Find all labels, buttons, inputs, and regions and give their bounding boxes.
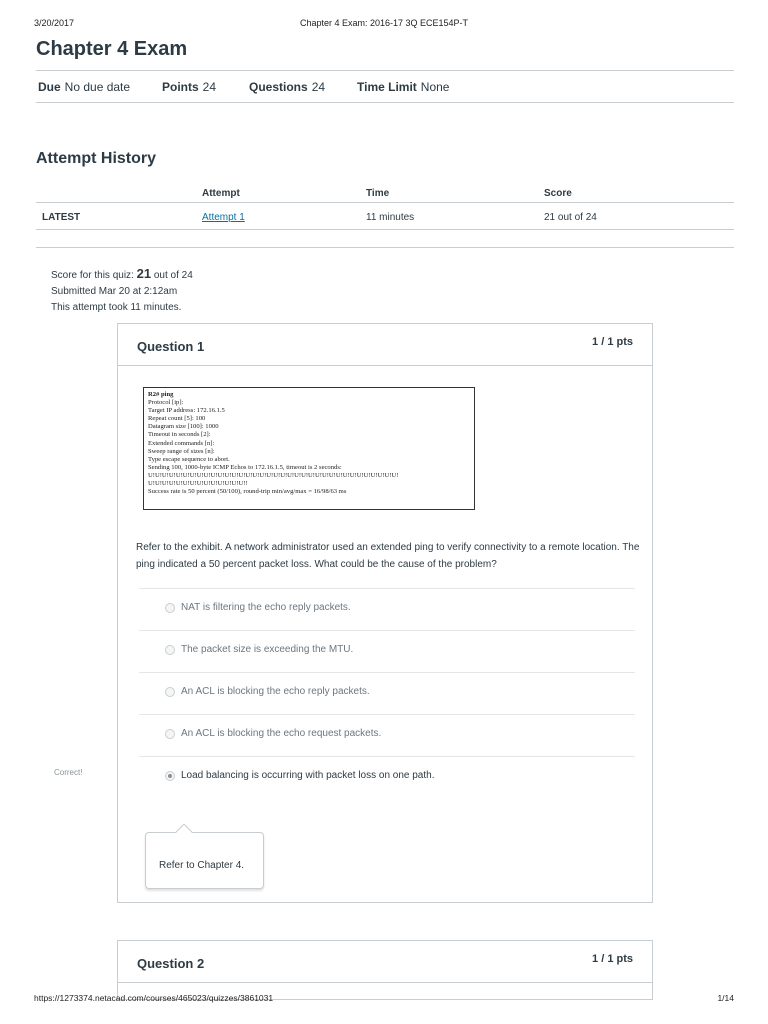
attempt-link[interactable]: Attempt 1 xyxy=(202,212,245,223)
questions-detail xyxy=(249,80,325,94)
attempt-history-header xyxy=(36,182,734,203)
exhibit-line: U!U!U!U!U!U!U!U!U!U!U!U!U!U!U!U!U!U!U!U!U!U!U!U!U!U!U!U!U!U!U!U!U!U!U!U! xyxy=(148,471,399,479)
print-title: Chapter 4 Exam: 2016-17 3Q ECE154P-T xyxy=(299,18,469,28)
column-header-attempt: Attempt xyxy=(202,188,240,199)
questions-label: Questions xyxy=(249,80,308,94)
due-value: No due date xyxy=(64,80,131,94)
attempt-score: 21 out of 24 xyxy=(544,212,597,223)
exhibit-line: Protocol [ip]: xyxy=(148,399,184,407)
answer-text: Load balancing is occurring with packet loss on one path. xyxy=(181,770,435,781)
time-limit-value: None xyxy=(420,80,450,94)
question-1 xyxy=(117,323,653,903)
exhibit-line: U!U!U!U!U!U!U!U!U!U!U!U!U!U!! xyxy=(148,480,248,488)
exhibit-image xyxy=(143,387,475,510)
answer-radio-selected[interactable] xyxy=(165,771,175,781)
exhibit-line: Repeat count [5]: 100 xyxy=(148,415,206,423)
correct-answer-label: Correct! xyxy=(54,768,83,777)
answer-option[interactable] xyxy=(139,714,635,756)
answer-option-selected[interactable] xyxy=(139,756,635,798)
question-points: 1 / 1 pts xyxy=(592,953,633,965)
column-header-score: Score xyxy=(544,188,572,199)
submitted-line: Submitted Mar 20 at 2:12am xyxy=(51,286,178,297)
answer-option[interactable] xyxy=(139,588,635,630)
score-prefix: Score for this quiz: xyxy=(51,270,134,281)
answer-radio[interactable] xyxy=(165,603,175,613)
exhibit-line: Success rate is 50 percent (50/100), round-trip min/avg/max = 16/98/63 ms xyxy=(148,488,347,496)
due-detail xyxy=(38,80,130,94)
exhibit-line: Extended commands [n]: xyxy=(148,439,215,447)
quiz-summary xyxy=(51,266,193,316)
quiz-score-line xyxy=(51,266,193,284)
quiz-details xyxy=(36,70,734,103)
exhibit-command: R2# ping xyxy=(148,391,174,398)
duration-line: This attempt took 11 minutes. xyxy=(51,302,182,313)
exhibit-line: Timeout in seconds [2]: xyxy=(148,431,211,439)
attempt-time: 11 minutes xyxy=(366,212,415,223)
print-page-number: 1/14 xyxy=(717,993,734,1003)
comment-pointer xyxy=(176,824,193,841)
score-value: 21 xyxy=(136,266,152,281)
answer-text: An ACL is blocking the echo request packets. xyxy=(181,728,382,739)
points-label: Points xyxy=(162,80,199,94)
answer-option[interactable] xyxy=(139,672,635,714)
question-header xyxy=(118,941,652,983)
page-title: Chapter 4 Exam xyxy=(36,38,188,60)
question-points: 1 / 1 pts xyxy=(592,336,633,348)
score-suffix: out of 24 xyxy=(153,270,193,281)
points-value: 24 xyxy=(202,80,217,94)
exhibit-line: Type escape sequence to abort. xyxy=(148,455,230,463)
question-title: Question 1 xyxy=(137,339,205,354)
column-header-time: Time xyxy=(366,188,390,199)
questions-value: 24 xyxy=(311,80,326,94)
question-title: Question 2 xyxy=(137,956,205,971)
divider xyxy=(36,247,734,248)
answer-text: NAT is filtering the echo reply packets. xyxy=(181,602,351,613)
answer-radio[interactable] xyxy=(165,687,175,697)
question-text: Refer to the exhibit. A network administrator used an extended ping to verify connectivity to a remote location. The ping indicated a 50 percent packet loss. What could be the cause of the problem? xyxy=(136,542,640,570)
exhibit-line: Sweep range of sizes [n]: xyxy=(148,447,215,455)
answer-option[interactable] xyxy=(139,630,635,672)
answer-text: An ACL is blocking the echo reply packets. xyxy=(181,686,370,697)
print-date: 3/20/2017 xyxy=(34,18,75,28)
answer-text: The packet size is exceeding the MTU. xyxy=(181,644,354,655)
comment-text: Refer to Chapter 4. xyxy=(159,860,245,871)
answer-comment xyxy=(145,832,264,889)
points-detail xyxy=(162,80,216,94)
attempt-history-table xyxy=(36,182,734,230)
due-label: Due xyxy=(38,80,61,94)
question-2 xyxy=(117,940,653,1000)
time-limit-label: Time Limit xyxy=(357,80,417,94)
exhibit-line: Sending 100, 1000-byte ICMP Echos to 172.16.1.5, timeout is 2 seconds: xyxy=(148,463,342,471)
answer-radio[interactable] xyxy=(165,729,175,739)
answer-radio[interactable] xyxy=(165,645,175,655)
print-header xyxy=(34,18,734,30)
latest-label: LATEST xyxy=(42,212,81,223)
print-url: https://1273374.netacad.com/courses/465023/quizzes/3861031 xyxy=(34,993,274,1003)
question-header xyxy=(118,324,652,366)
table-row xyxy=(36,203,734,230)
time-limit-detail xyxy=(357,80,449,94)
exhibit-line: Datagram size [100]: 1000 xyxy=(148,423,219,431)
exhibit-line: Target IP address: 172.16.1.5 xyxy=(148,407,225,415)
attempt-history-title: Attempt History xyxy=(36,150,157,167)
